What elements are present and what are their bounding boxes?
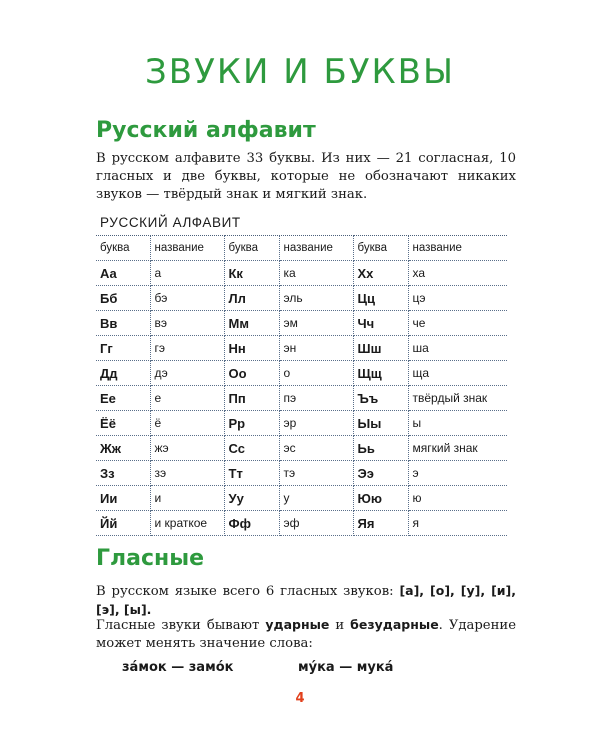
letter-cell: Кк	[224, 261, 279, 286]
letter-name-cell: тэ	[279, 461, 353, 486]
letter-name-cell: цэ	[408, 286, 507, 311]
table-row	[96, 461, 507, 486]
letter-name-cell: и	[150, 486, 224, 511]
letter-cell: Жж	[96, 436, 150, 461]
letter-name-cell: ша	[408, 336, 507, 361]
section-heading-alphabet: Русский алфавит	[96, 118, 316, 143]
table-row	[96, 286, 507, 311]
unstressed-term: безударные	[350, 617, 439, 632]
page-title: ЗВУКИ И БУКВЫ	[145, 52, 455, 92]
letter-name-cell: жэ	[150, 436, 224, 461]
page-number: 4	[295, 691, 305, 706]
letter-cell: Ыы	[353, 411, 408, 436]
column-header: название	[408, 236, 507, 261]
letter-name-cell: ы	[408, 411, 507, 436]
letter-name-cell: и краткое	[150, 511, 224, 536]
column-header: буква	[353, 236, 408, 261]
letter-cell: Ьь	[353, 436, 408, 461]
letter-cell: Йй	[96, 511, 150, 536]
letter-name-cell: дэ	[150, 361, 224, 386]
table-row	[96, 411, 507, 436]
column-header: название	[279, 236, 353, 261]
letter-cell: Ээ	[353, 461, 408, 486]
vowels-text: В русском языке всего 6 гласных звуков:	[96, 584, 400, 599]
letter-cell: Ъъ	[353, 386, 408, 411]
table-caption-row	[96, 209, 507, 236]
stressed-term: ударные	[265, 617, 330, 632]
letter-name-cell: эн	[279, 336, 353, 361]
letter-name-cell: эр	[279, 411, 353, 436]
letter-cell: Оо	[224, 361, 279, 386]
table-row	[96, 436, 507, 461]
letter-cell: Щщ	[353, 361, 408, 386]
letter-name-cell: пэ	[279, 386, 353, 411]
letter-cell: Аа	[96, 261, 150, 286]
example-zamok: за́мок — замо́к	[122, 660, 234, 675]
letter-cell: Мм	[224, 311, 279, 336]
stress-text-a: Гласные звуки бывают	[96, 618, 266, 633]
letter-name-cell: гэ	[150, 336, 224, 361]
letter-name-cell: эм	[279, 311, 353, 336]
table-row	[96, 261, 507, 286]
vowel-sounds: [а], [о], [у], [и], [э], [ы].	[96, 583, 516, 617]
letter-cell: Дд	[96, 361, 150, 386]
column-header: название	[150, 236, 224, 261]
column-header: буква	[224, 236, 279, 261]
vowels-paragraph	[96, 582, 516, 620]
column-header: буква	[96, 236, 150, 261]
table-row	[96, 311, 507, 336]
letter-cell: Яя	[353, 511, 408, 536]
letter-cell: Ёё	[96, 411, 150, 436]
letter-name-cell: э	[408, 461, 507, 486]
letter-name-cell: вэ	[150, 311, 224, 336]
letter-cell: Юю	[353, 486, 408, 511]
stress-paragraph	[96, 616, 516, 653]
letter-name-cell: эф	[279, 511, 353, 536]
table-row	[96, 486, 507, 511]
letter-name-cell: ю	[408, 486, 507, 511]
letter-cell: Уу	[224, 486, 279, 511]
letter-cell: Цц	[353, 286, 408, 311]
table-caption: РУССКИЙ АЛФАВИТ	[96, 209, 507, 236]
alphabet-table	[96, 209, 507, 536]
letter-cell: Пп	[224, 386, 279, 411]
stress-text-and: и	[329, 618, 351, 633]
letter-cell: Чч	[353, 311, 408, 336]
letter-name-cell: ка	[279, 261, 353, 286]
letter-name-cell: зэ	[150, 461, 224, 486]
letter-name-cell: ё	[150, 411, 224, 436]
letter-name-cell: эс	[279, 436, 353, 461]
letter-name-cell: е	[150, 386, 224, 411]
letter-name-cell: мягкий знак	[408, 436, 507, 461]
table-row	[96, 386, 507, 411]
letter-name-cell: ха	[408, 261, 507, 286]
letter-cell: Рр	[224, 411, 279, 436]
letter-cell: Шш	[353, 336, 408, 361]
letter-cell: Гг	[96, 336, 150, 361]
letter-name-cell: твёрдый знак	[408, 386, 507, 411]
section-heading-vowels: Гласные	[96, 546, 205, 571]
table-row	[96, 511, 507, 536]
letter-cell: Хх	[353, 261, 408, 286]
table-header-row	[96, 236, 507, 261]
letter-cell: Ее	[96, 386, 150, 411]
letter-cell: Лл	[224, 286, 279, 311]
example-muka: му́ка — мука́	[298, 660, 394, 675]
letter-cell: Фф	[224, 511, 279, 536]
letter-name-cell: а	[150, 261, 224, 286]
letter-cell: Ии	[96, 486, 150, 511]
letter-cell: Сс	[224, 436, 279, 461]
letter-name-cell: я	[408, 511, 507, 536]
table-row	[96, 361, 507, 386]
letter-cell: Тт	[224, 461, 279, 486]
letter-name-cell: бэ	[150, 286, 224, 311]
letter-name-cell: у	[279, 486, 353, 511]
letter-cell: Нн	[224, 336, 279, 361]
letter-cell: Вв	[96, 311, 150, 336]
letter-cell: Зз	[96, 461, 150, 486]
letter-name-cell: ща	[408, 361, 507, 386]
letter-cell: Бб	[96, 286, 150, 311]
letter-name-cell: о	[279, 361, 353, 386]
letter-name-cell: эль	[279, 286, 353, 311]
letter-name-cell: че	[408, 311, 507, 336]
stress-text-b: . Ударение может менять значение слова:	[96, 618, 516, 651]
table-row	[96, 336, 507, 361]
intro-paragraph: В русском алфавите 33 буквы. Из них — 21 согласная, 10 гласных и две буквы, которые не обозначают никаких звуков — твёрдый знак и мягкий знак.	[96, 151, 516, 202]
